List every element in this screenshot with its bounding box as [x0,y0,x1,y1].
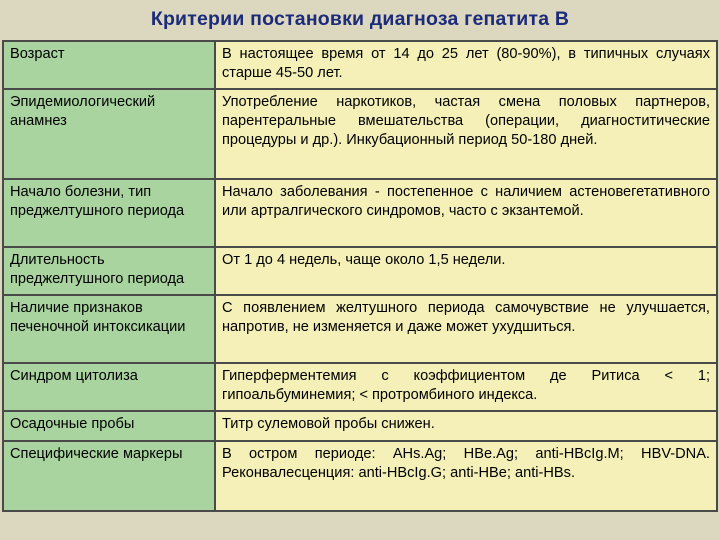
criterion-cell: Наличие признаков печеночной интоксикации [3,295,215,363]
table-row [3,363,717,411]
criterion-cell: Специфические маркеры [3,441,215,511]
description-cell: В настоящее время от 14 до 25 лет (80-90%), в типичных случаях старше 45-50 лет. [215,41,717,89]
table-row [3,179,717,247]
description-cell: В остром периоде: AHs.Ag; HBe.Ag; anti-HBcIg.M; HBV-DNA. Реконвалесценция: anti-HBcIg.G; anti-HBe; anti-HBs. [215,441,717,511]
criterion-cell: Эпидемиологический анамнез [3,89,215,179]
description-cell: Титр сулемовой пробы снижен. [215,411,717,441]
table-row [3,247,717,295]
criterion-cell: Осадочные пробы [3,411,215,441]
criterion-cell: Длительность преджелтушного периода [3,247,215,295]
description-cell: Употребление наркотиков, частая смена половых партнеров, парентеральные вмешательства (операции, диагноститические процедуры и др.). Инкубационный период 50-180 дней. [215,89,717,179]
table-row [3,89,717,179]
criteria-table [2,40,718,512]
description-cell: Начало заболевания - постепенное с наличием астеновегетативного или артралгического синдромов, часто с экзантемой. [215,179,717,247]
table-row [3,295,717,363]
criterion-cell: Начало болезни, тип преджелтушного периода [3,179,215,247]
table-row [3,441,717,511]
description-cell: От 1 до 4 недель, чаще около 1,5 недели. [215,247,717,295]
description-cell: С появлением желтушного периода самочувствие не улучшается, напротив, не изменяется и даже может ухудшиться. [215,295,717,363]
criterion-cell: Возраст [3,41,215,89]
table-row [3,41,717,89]
page-title: Критерии постановки диагноза гепатита В [150,8,570,30]
table-row [3,411,717,441]
description-cell: Гиперферментемия с коэффициентом де Ритиса < 1; гипоальбуминемия; < протромбиного индекса. [215,363,717,411]
criterion-cell: Синдром цитолиза [3,363,215,411]
